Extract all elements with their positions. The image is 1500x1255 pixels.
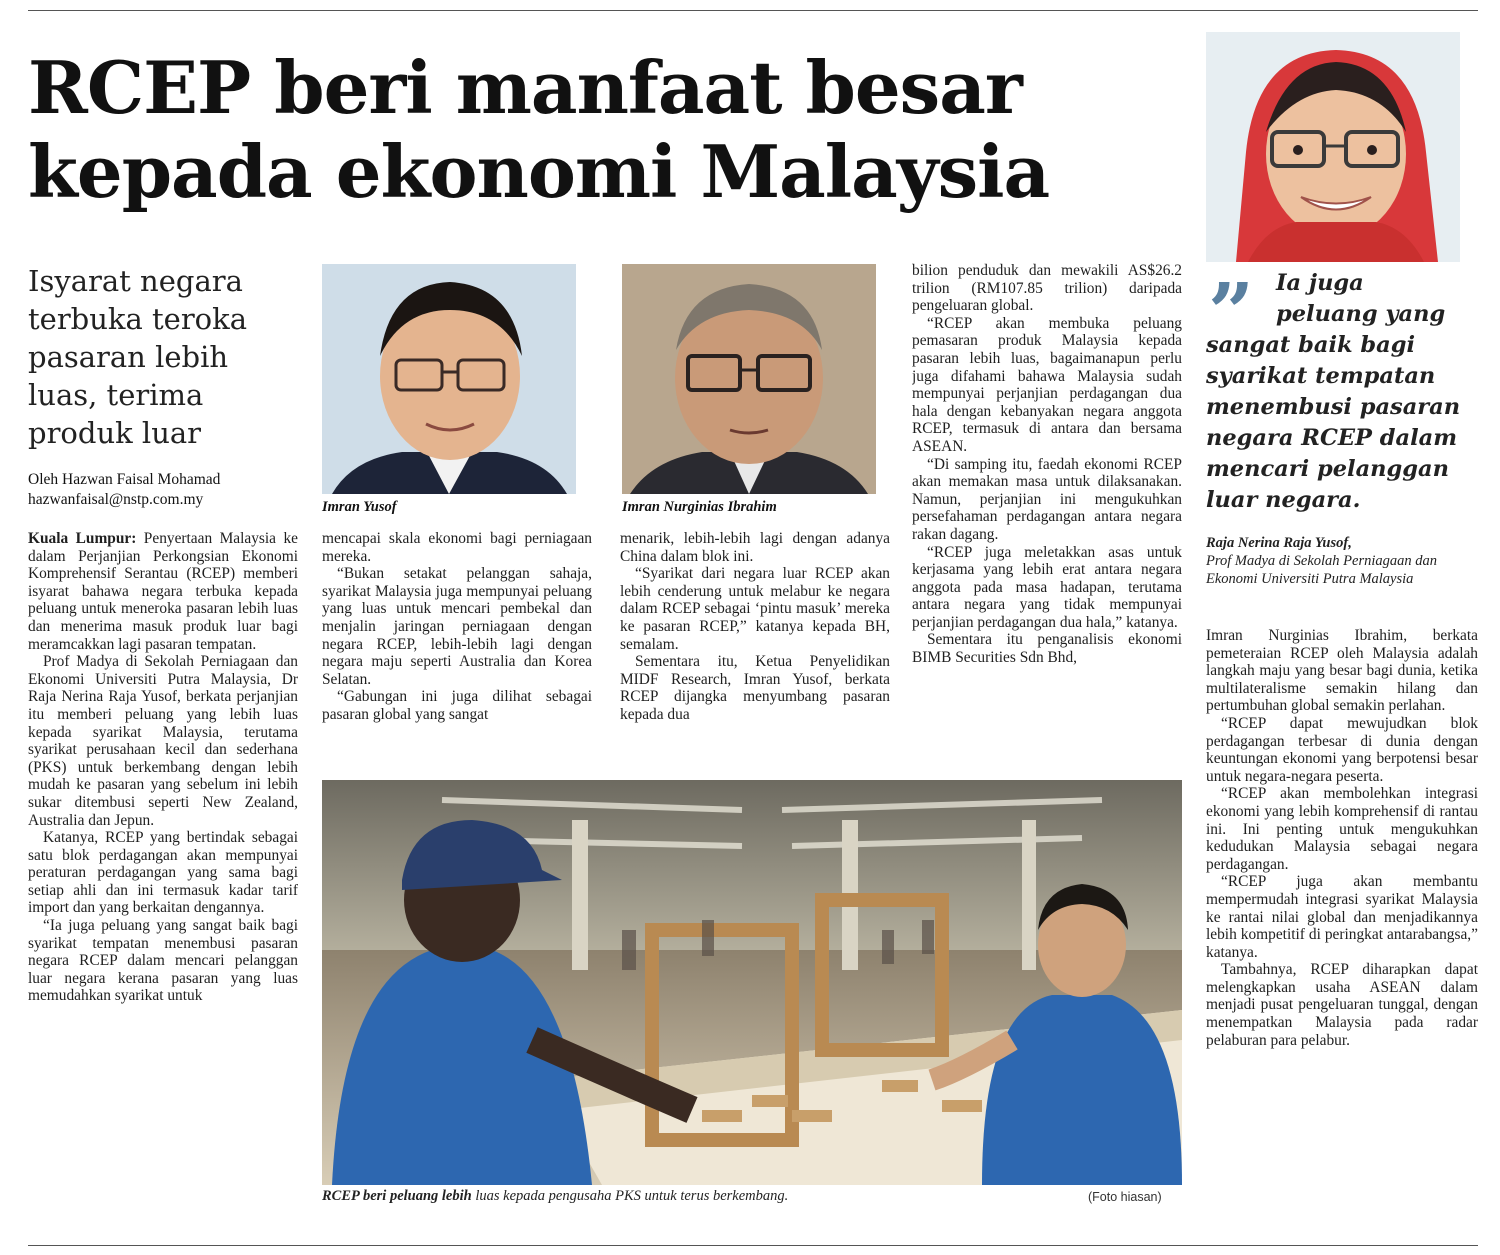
pull-quote-attribution	[1206, 534, 1464, 588]
attribution-name: Raja Nerina Raja Yusof,	[1206, 535, 1352, 551]
paragraph: “Bukan setakat pelanggan sahaja, syarikat Malaysia juga mempunyai peluang yang luas untuk mencari pembekal dan menjalin jaringan perniagaan dengan negara RCEP, lebih-lebih lagi dengan negara maju seperti Australia dan Korea Selatan.	[322, 565, 592, 688]
byline-email: hazwanfaisal@nstp.com.my	[28, 491, 204, 508]
paragraph: Kuala Lumpur: Penyertaan Malaysia ke dalam Perjanjian Perkongsian Ekonomi Komprehensif Serantau (RCEP) memberi isyarat bahawa negara terbuka kepada peluang untuk meneroka pasaran lebih luas dan menerima masuk produk luar bagi meramcakkan lagi pasaran tempatan.	[28, 530, 298, 653]
main-photo-caption: RCEP beri peluang lebih luas kepada pengusaha PKS untuk terus berkembang.	[322, 1188, 789, 1204]
headline: RCEP beri manfaat besar kepada ekonomi Malaysia	[28, 45, 1050, 214]
photo2-caption: Imran Nurginias Ibrahim	[622, 499, 777, 515]
paragraph: “RCEP akan membuka peluang pemasaran produk Malaysia kepada pasaran lebih luas, bagaimanapun perlu juga difahami bahawa Malaysia sudah mempunyai perjanjian perdagangan dua hala dengan kebanyakan negara anggota RCEP, termasuk di antara dan bersama ASEAN.	[912, 314, 1182, 455]
photo-imran-yusof	[322, 264, 576, 494]
paragraph: Katanya, RCEP yang bertindak sebagai satu blok perdagangan akan mempunyai peraturan perdagangan yang sama bagi setiap ahli dan ini termasuk kadar tarif import dan yang berkaitan dengannya.	[28, 829, 298, 917]
caption-bold: RCEP beri peluang lebih	[322, 1188, 472, 1204]
paragraph: “RCEP juga meletakkan asas untuk kerjasama yang lebih erat antara negara anggota pada masa hadapan, terutama antara negara yang tidak mempunyai perjanjian perdagangan dua hala,” katanya.	[912, 543, 1182, 631]
paragraph: bilion penduduk dan mewakili AS$26.2 trilion (RM107.85 trilion) daripada pengeluaran global.	[912, 262, 1182, 315]
portrait-raja-nerina	[1206, 32, 1460, 262]
photo-credit: (Foto hiasan)	[1088, 1190, 1162, 1204]
attribution-role: Prof Madya di Sekolah Perniagaan dan Ekonomi Universiti Putra Malaysia	[1206, 553, 1438, 587]
article-column-1	[28, 530, 298, 1242]
article-column-3	[620, 530, 890, 760]
photo-factory-workers	[322, 780, 1182, 1185]
paragraph: Tambahnya, RCEP diharapkan dapat melengkapkan usaha ASEAN dalam menjadi pusat pengeluaran tunggal, dengan menempatkan Malaysia pada radar pelaburan para pelabur.	[1206, 961, 1478, 1049]
dateline: Kuala Lumpur:	[28, 530, 137, 547]
byline-author: Oleh Hazwan Faisal Mohamad	[28, 471, 221, 488]
byline	[28, 470, 308, 510]
paragraph: “Di samping itu, faedah ekonomi RCEP akan memakan masa untuk dilaksanakan. Namun, perjanjian ini mengukuhkan persefahaman perdagangan antara negara rakan dagang.	[912, 455, 1182, 543]
pull-quote: Ia juga peluang yang sangat baik bagi syarikat tempatan menembusi pasaran negara RCEP dalam mencari pelanggan luar negara.	[1206, 270, 1461, 513]
paragraph: Sementara itu, Ketua Penyelidikan MIDF Research, Imran Yusof, berkata RCEP dijangka menyumbang pasaran kepada dua	[620, 653, 890, 723]
paragraph: “RCEP akan membolehkan integrasi ekonomi yang lebih komprehensif di rantau ini. Ini penting untuk mengukuhkan kedudukan Malaysia sebagai negara perdagangan.	[1206, 785, 1478, 873]
top-rule	[28, 10, 1478, 11]
paragraph: “Gabungan ini juga dilihat sebagai pasaran global yang sangat	[322, 688, 592, 723]
deck-subheadline: Isyarat negara terbuka teroka pasaran lebih luas, terima produk luar	[28, 264, 248, 450]
article-column-2	[322, 530, 592, 760]
paragraph: “Ia juga peluang yang sangat baik bagi syarikat tempatan menembusi pasaran negara RCEP dalam mencari pelanggan luar negara kerana pasaran yang luas memudahkan syarikat untuk	[28, 917, 298, 1005]
paragraph: Prof Madya di Sekolah Perniagaan dan Ekonomi Universiti Putra Malaysia, Dr Raja Nerina Raja Yusof, berkata perjanjian itu memberi peluang yang lebih luas kepada syarikat Malaysia, terutama syarikat perusahaan kecil dan sederhana (PKS) untuk berkembang dengan lebih mudah ke pasaran yang sebelum ini lebih sukar ditembusi seperti New Zealand, Australia dan Jepun.	[28, 653, 298, 829]
quote-mark-icon: ”	[1208, 265, 1255, 359]
article-column-5	[1206, 627, 1478, 1217]
paragraph: menarik, lebih-lebih lagi dengan adanya China dalam blok ini.	[620, 530, 890, 565]
photo-imran-nurginias-ibrahim	[622, 264, 876, 494]
paragraph: “RCEP dapat mewujudkan blok perdagangan terbesar di dunia dengan keuntungan ekonomi yang berpotensi besar untuk negara-negara peserta.	[1206, 714, 1478, 785]
paragraph: Sementara itu penganalisis ekonomi BIMB Securities Sdn Bhd,	[912, 631, 1182, 667]
paragraph: “Syarikat dari negara luar RCEP akan lebih cenderung untuk melabur ke negara dalam RCEP sebagai ‘pintu masuk’ mereka ke pasaran RCEP,” katanya kepada BH, semalam.	[620, 565, 890, 653]
photo1-caption: Imran Yusof	[322, 499, 397, 515]
paragraph: mencapai skala ekonomi bagi perniagaan mereka.	[322, 530, 592, 565]
paragraph: “RCEP juga akan membantu mempermudah integrasi syarikat Malaysia ke rantai nilai global dan menjadikannya lebih kompetitif di peringkat antarabangsa,” katanya.	[1206, 873, 1478, 961]
paragraph: Imran Nurginias Ibrahim, berkata pemeteraian RCEP oleh Malaysia adalah langkah maju yang besar bagi dunia, ketika multilateralisme semakin hilang dan pertumbuhan global semakin perlahan.	[1206, 627, 1478, 715]
article-column-4	[912, 262, 1182, 760]
bottom-rule	[28, 1245, 1478, 1246]
